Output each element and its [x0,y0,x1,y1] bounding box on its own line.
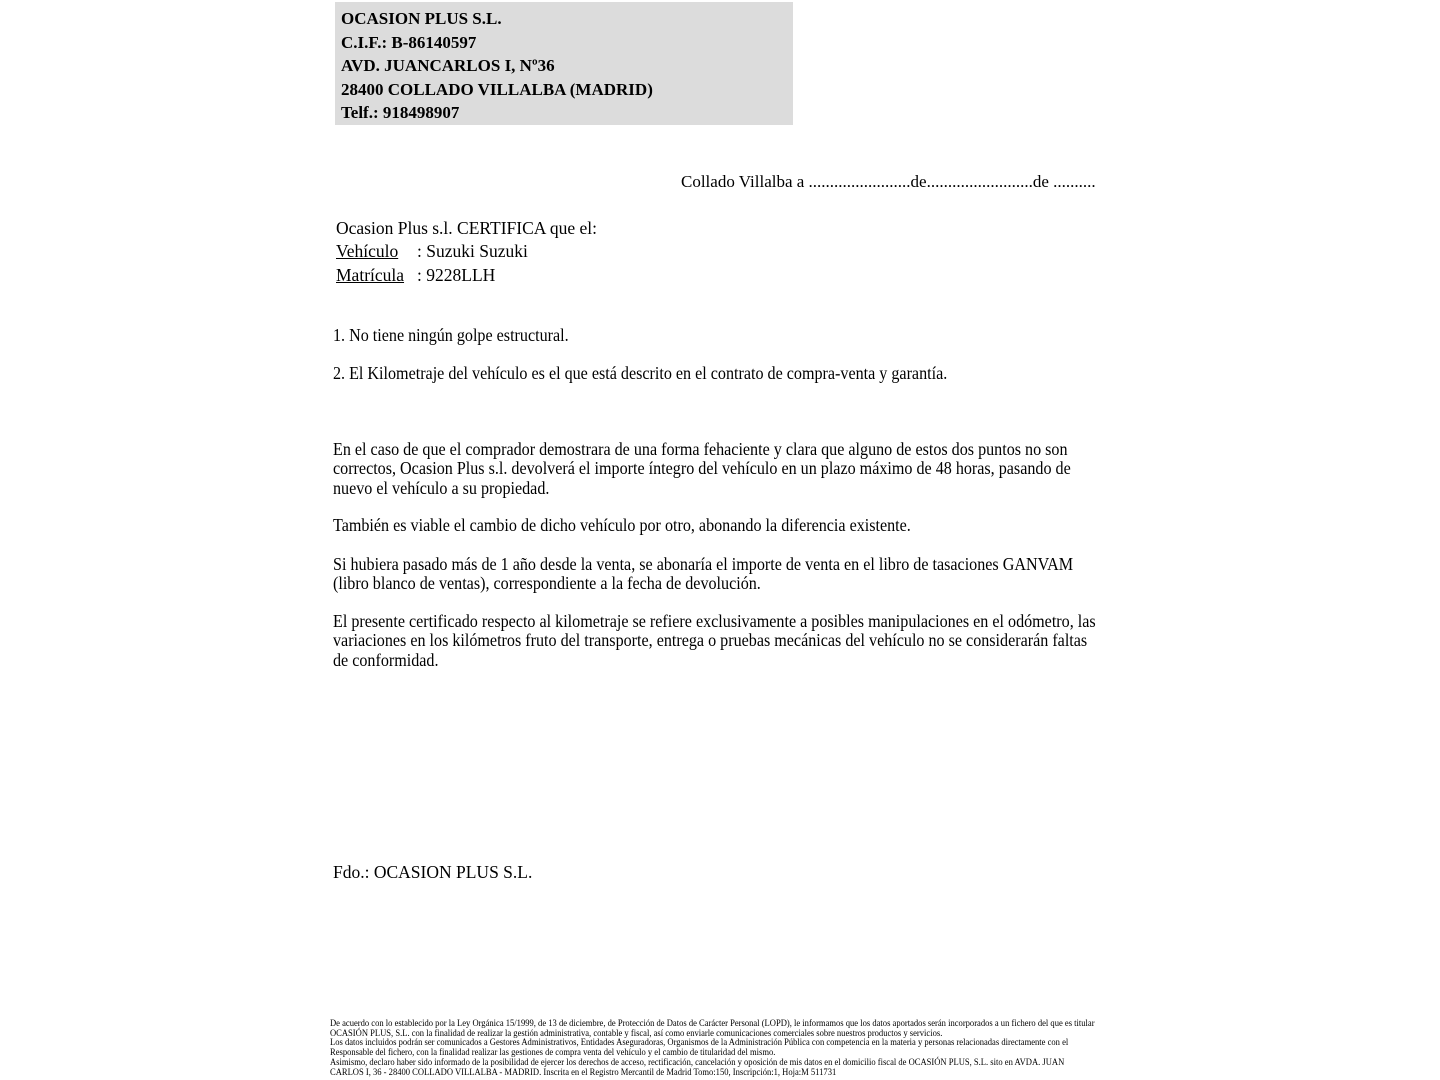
date-line: Collado Villalba a ........................de.........................de .......... [681,172,1096,191]
vehicle-label-cell [336,240,417,263]
plate-value: 9228LLH [426,264,496,285]
certification-block [336,217,597,287]
legal-line-2: OCASIÓN PLUS, S.L. con la finalidad de realizar la gestión administrativa, contable y fiscal, así como enviarle comunicaciones comerciales sobre nuestros productos y servicios. [330,1027,943,1038]
vehicle-separator: : [417,241,422,262]
vehicle-label: Vehículo [336,241,399,262]
legal-line-5: Asimismo, declaro haber sido informado de la posibilidad de ejercer los derechos de acceso, rectificación, cancelación y oposición de mis datos en el domicilio fiscal de OCASIÓN PLUS, S.L. sito en AVDA. JUAN [330,1056,1065,1067]
legal-line-4: Responsable del fichero, con la finalidad realizar las gestiones de compra venta del vehículo y el cambio de titularidad del mismo. [330,1047,776,1058]
legal-footer [330,1019,1095,1077]
certification-intro: Ocasion Plus s.l. CERTIFICA que el: [336,218,597,238]
legal-line-3: Los datos incluidos podrán ser comunicados a Gestores Administrativos, Entidades Aseguradoras, Organismos de la Administración Pública con competencia en la materia y personas relacionadas directamente con el [330,1037,1069,1048]
company-city: 28400 COLLADO VILLALBA (MADRID) [341,79,653,99]
company-cif: C.I.F.: B-86140597 [341,32,477,52]
company-name: OCASION PLUS S.L. [341,9,502,28]
refund-paragraph: En el caso de que el comprador demostrara de una forma fehaciente y clara que alguno de estos dos puntos no son correctos, Ocasion Plus s.l. devolverá el importe íntegro del vehículo en un plazo máximo de 48 horas, pasando de nuevo el vehículo a su propiedad. [333,439,1071,498]
exchange-paragraph: También es viable el cambio de dicho vehículo por otro, abonando la diferencia existente. [333,515,911,535]
legal-line-1: De acuerdo con lo establecido por la Ley Orgánica 15/1999, de 13 de diciembre, de Protección de Datos de Carácter Personal (LOPD), le informamos que los datos aportados serán incorporados a un fichero del que es titular [330,1018,1095,1028]
plate-field [336,264,597,287]
odometer-paragraph: El presente certificado respecto al kilometraje se refiere exclusivamente a posibles manipulaciones en el odómetro, las variaciones en los kilómetros fruto del transporte, entrega o pruebas mecánicas del vehículo no se considerarán faltas de conformidad. [333,611,1096,670]
vehicle-value: Suzuki Suzuki [426,241,528,262]
plate-separator: : [417,264,422,285]
plate-label: Matrícula [336,264,405,285]
company-address: AVD. JUANCARLOS I, Nº36 [341,56,555,76]
condition-point-1: 1. No tiene ningún golpe estructural. [333,325,569,345]
plate-label-cell [336,264,417,287]
vehicle-field [336,240,597,263]
condition-point-2: 2. El Kilometraje del vehículo es el que está descrito en el contrato de compra-venta y garantía. [333,363,948,383]
legal-line-6: CARLOS I, 36 - 28400 COLLADO VILLALBA - MADRID. Inscrita en el Registro Mercantil de Madrid Tomo:150, Inscripción:1, Hoja:M 511731 [330,1066,837,1077]
ganvam-paragraph: Si hubiera pasado más de 1 año desde la venta, se abonaría el importe de venta en el libro de tasaciones GANVAM (libro blanco de ventas), correspondiente a la fecha de devolución. [333,554,1074,594]
company-letterhead [335,2,793,125]
company-phone: Telf.: 918498907 [341,103,460,123]
signature-line: Fdo.: OCASION PLUS S.L. [333,862,533,882]
